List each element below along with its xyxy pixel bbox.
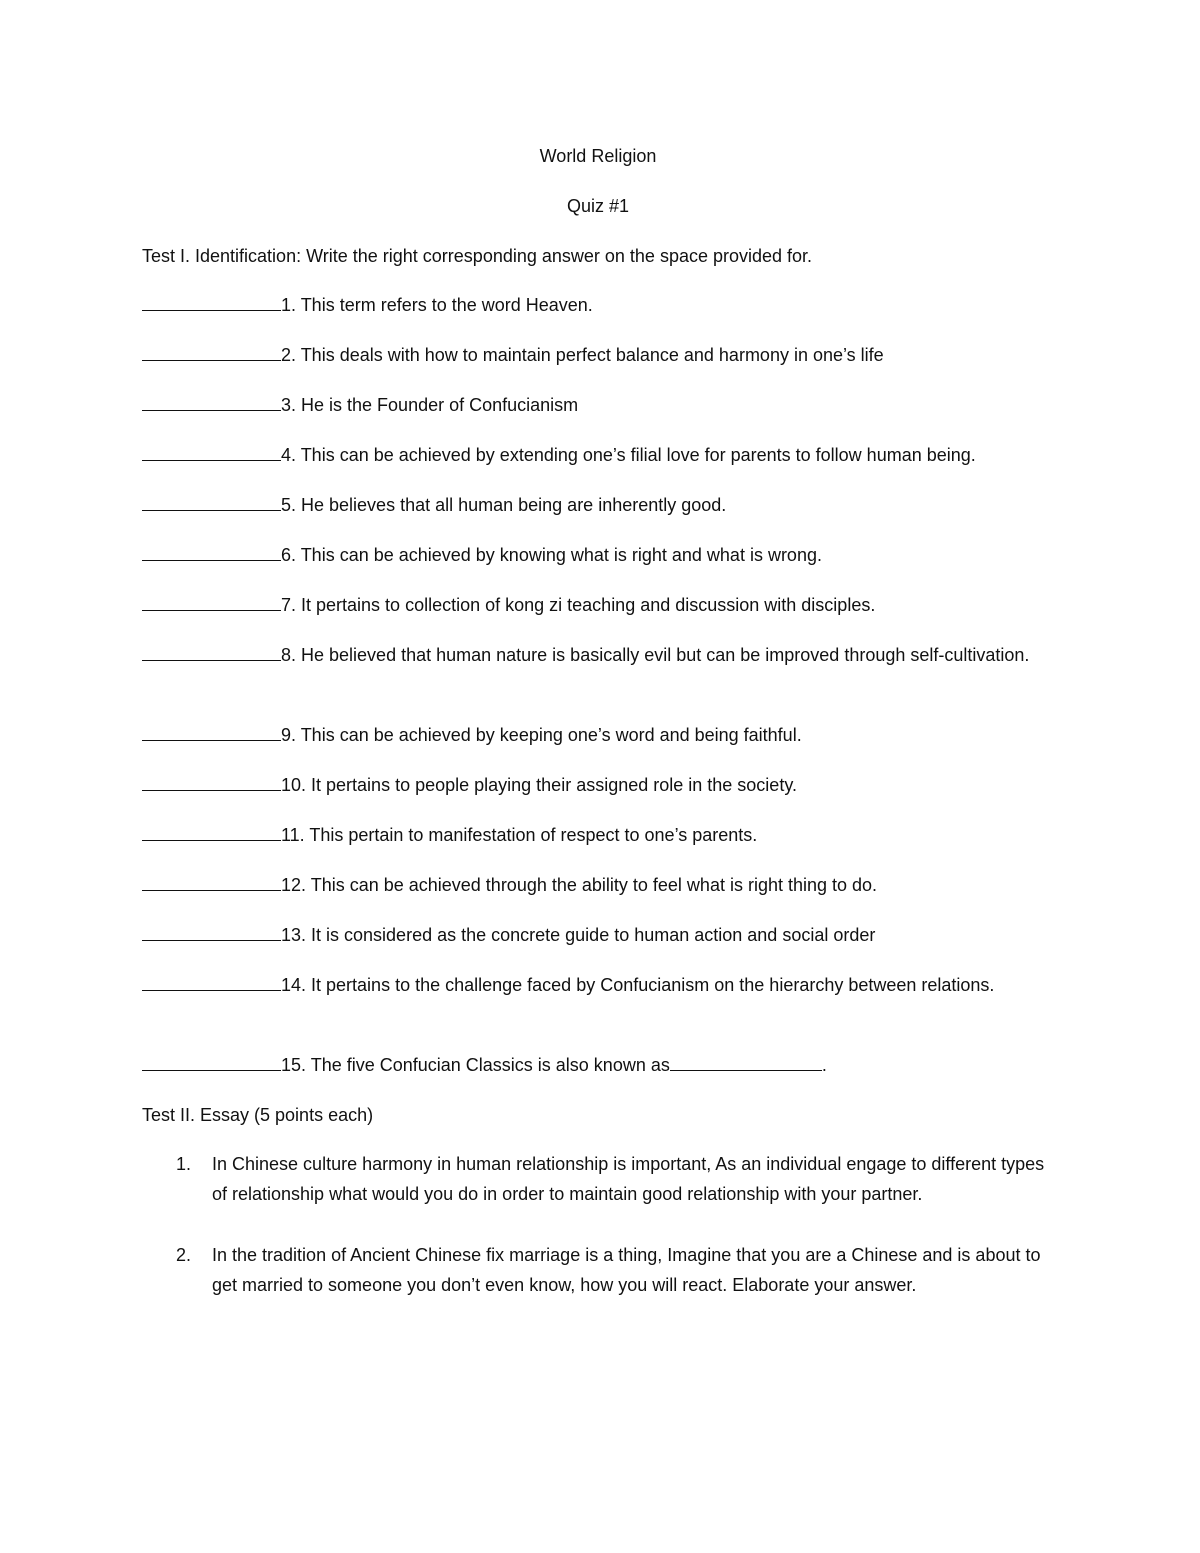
essay-item (176, 1240, 1056, 1300)
answer-blank (142, 972, 281, 991)
answer-blank (142, 392, 281, 411)
question-item (142, 870, 1047, 900)
question-text: 1. This term refers to the word Heaven. (281, 295, 593, 315)
answer-blank (142, 872, 281, 891)
question-text: 14. It pertains to the challenge faced by Confucianism on the hierarchy between relations. (281, 975, 995, 995)
essay-item (176, 1149, 1056, 1209)
question-item (142, 390, 1047, 420)
answer-blank (142, 722, 281, 741)
question-text: 13. It is considered as the concrete guide to human action and social order (281, 925, 876, 945)
question-text: 8. He believed that human nature is basically evil but can be improved through self-cultivation. (281, 645, 1030, 665)
answer-blank (142, 292, 281, 311)
question-item (142, 720, 1047, 750)
answer-blank (142, 822, 281, 841)
question-item (142, 640, 1047, 670)
essay-text: In Chinese culture harmony in human relationship is important, As an individual engage to different types of relationship what would you do in order to maintain good relationship with your partner. (212, 1154, 1045, 1204)
inline-answer-blank (670, 1052, 822, 1071)
essay-text: In the tradition of Ancient Chinese fix marriage is a thing, Imagine that you are a Chinese and is about to get married to someone you don’t even know, how you will react. Elaborate your answer. (212, 1245, 1041, 1295)
question-item (142, 770, 1047, 800)
quiz-number: Quiz #1 (566, 196, 630, 216)
test1-heading: Test I. Identification: Write the right corresponding answer on the space provided for. (142, 246, 813, 266)
question-item (142, 340, 1047, 370)
essay-number: 2. (176, 1245, 192, 1265)
answer-blank (142, 342, 281, 361)
question-item (142, 440, 1047, 470)
question-item (142, 590, 1047, 620)
question-text: 12. This can be achieved through the ability to feel what is right thing to do. (281, 875, 878, 895)
question-text: 15. The five Confucian Classics is also known as (281, 1055, 670, 1075)
test2-heading: Test II. Essay (5 points each) (142, 1105, 374, 1125)
answer-blank (142, 542, 281, 561)
question-item (142, 970, 1047, 1000)
question-text: 10. It pertains to people playing their assigned role in the society. (281, 775, 797, 795)
answer-blank (142, 772, 281, 791)
document-title: World Religion (539, 146, 657, 166)
answer-blank (142, 922, 281, 941)
question-text: 5. He believes that all human being are inherently good. (281, 495, 727, 515)
answer-blank (142, 442, 281, 461)
question-item (142, 920, 1047, 950)
question-text: 6. This can be achieved by knowing what is right and what is wrong. (281, 545, 822, 565)
question-text: 2. This deals with how to maintain perfect balance and harmony in one’s life (281, 345, 884, 365)
answer-blank (142, 592, 281, 611)
question-item (142, 820, 1047, 850)
question-end-period: . (821, 1055, 827, 1075)
question-text: 4. This can be achieved by extending one’s filial love for parents to follow human being. (281, 445, 976, 465)
answer-blank (142, 642, 281, 661)
question-text: 7. It pertains to collection of kong zi teaching and discussion with disciples. (281, 595, 876, 615)
answer-blank (142, 1052, 281, 1071)
question-text: 9. This can be achieved by keeping one’s word and being faithful. (281, 725, 802, 745)
question-item (142, 490, 1047, 520)
question-text: 3. He is the Founder of Confucianism (281, 395, 579, 415)
question-item (142, 290, 1047, 320)
essay-number: 1. (176, 1154, 192, 1174)
question-item (142, 1050, 1047, 1080)
answer-blank (142, 492, 281, 511)
question-text: 11. This pertain to manifestation of respect to one’s parents. (281, 825, 758, 845)
question-item (142, 540, 1047, 570)
